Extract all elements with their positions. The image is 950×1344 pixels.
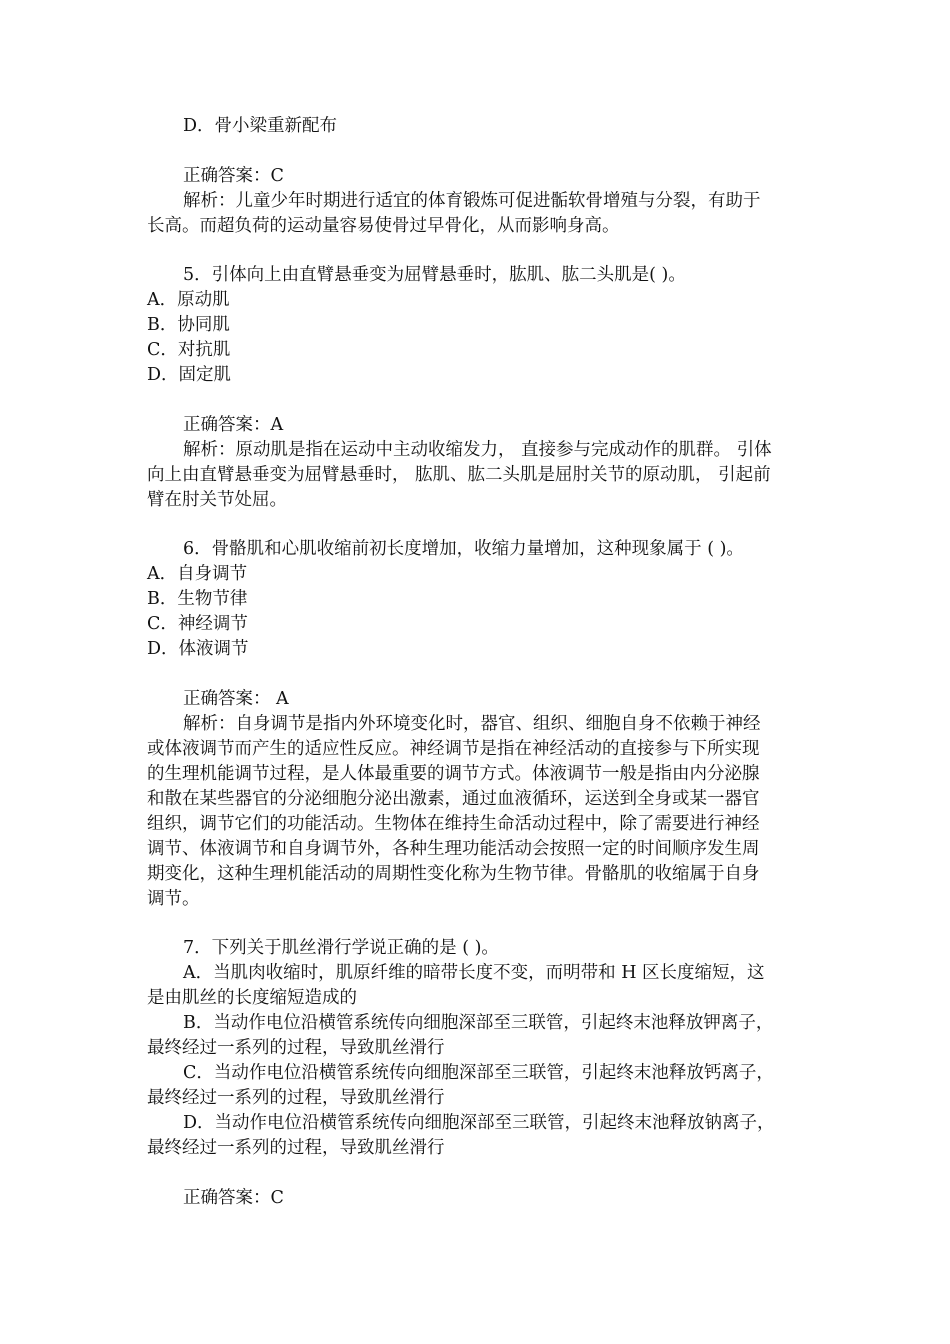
question-stem: 6．骨骼肌和心肌收缩前初长度增加，收缩力量增加，这种现象属于 ( )。 [183, 539, 744, 559]
option-b: B．协同肌 [147, 315, 230, 335]
answer: 正确答案：C [183, 1188, 284, 1208]
option-b: B．当动作电位沿横管系统传向细胞深部至三联管，引起终末池释放钾离子， [183, 1013, 774, 1033]
option-a: A．原动肌 [147, 290, 230, 310]
question-stem: 7．下列关于肌丝滑行学说正确的是 ( )。 [183, 938, 499, 958]
option-d-continued: 最终经过一系列的过程，导致肌丝滑行 [147, 1138, 445, 1158]
option-c: C．对抗肌 [147, 340, 231, 360]
analysis-line: 期变化，这种生理机能活动的周期性变化称为生物节律。骨骼肌的收缩属于自身 [147, 864, 760, 884]
option-b-continued: 最终经过一系列的过程，导致肌丝滑行 [147, 1038, 445, 1058]
analysis-line: 解析：自身调节是指内外环境变化时，器官、组织、细胞自身不依赖于神经 [183, 714, 761, 734]
analysis-line: 调节。 [147, 889, 200, 909]
analysis-line: 向上由直臂悬垂变为屈臂悬垂时， 肱肌、肱二头肌是屈肘关节的原动肌， 引起前 [147, 465, 771, 485]
analysis-line: 调节、体液调节和自身调节外，各种生理功能活动会按照一定的时间顺序发生周 [147, 839, 760, 859]
question-stem: 5．引体向上由直臂悬垂变为屈臂悬垂时，肱肌、肱二头肌是( )。 [183, 265, 686, 285]
analysis-line: 长高。而超负荷的运动量容易使骨过早骨化，从而影响身高。 [147, 216, 620, 236]
answer: 正确答案：C [183, 166, 284, 186]
analysis-line: 臂在肘关节处屈。 [147, 490, 287, 510]
analysis-line: 的生理机能调节过程，是人体最重要的调节方式。体液调节一般是指由内分泌腺 [147, 764, 760, 784]
analysis-line: 组织，调节它们的功能活动。生物体在维持生命活动过程中，除了需要进行神经 [147, 814, 760, 834]
analysis-line: 和散在某些器官的分泌细胞分泌出激素，通过血液循环，运送到全身或某一器官 [147, 789, 760, 809]
option-d: D．固定肌 [147, 365, 232, 385]
option-d: D．当动作电位沿横管系统传向细胞深部至三联管，引起终末池释放钠离子， [183, 1113, 775, 1133]
analysis-line: 解析：儿童少年时期进行适宜的体育锻炼可促进骺软骨增殖与分裂，有助于 [183, 191, 761, 211]
option-a: A．当肌肉收缩时，肌原纤维的暗带长度不变，而明带和 H 区长度缩短，这 [183, 963, 765, 983]
answer: 正确答案：A [183, 415, 284, 435]
option-d: D．体液调节 [147, 639, 249, 659]
analysis-line: 或体液调节而产生的适应性反应。神经调节是指在神经活动的直接参与下所实现 [147, 739, 760, 759]
option-a-continued: 是由肌丝的长度缩短造成的 [147, 988, 357, 1008]
answer: 正确答案： A [183, 689, 289, 709]
option-a: A．自身调节 [147, 564, 248, 584]
option-c: C．神经调节 [147, 614, 248, 634]
option-c-continued: 最终经过一系列的过程，导致肌丝滑行 [147, 1088, 445, 1108]
option-c: C．当动作电位沿横管系统传向细胞深部至三联管，引起终末池释放钙离子， [183, 1063, 774, 1083]
option-b: B．生物节律 [147, 589, 248, 609]
option-d: D．骨小梁重新配布 [183, 116, 338, 136]
analysis-line: 解析：原动肌是指在运动中主动收缩发力， 直接参与完成动作的肌群。 引体 [183, 440, 772, 460]
